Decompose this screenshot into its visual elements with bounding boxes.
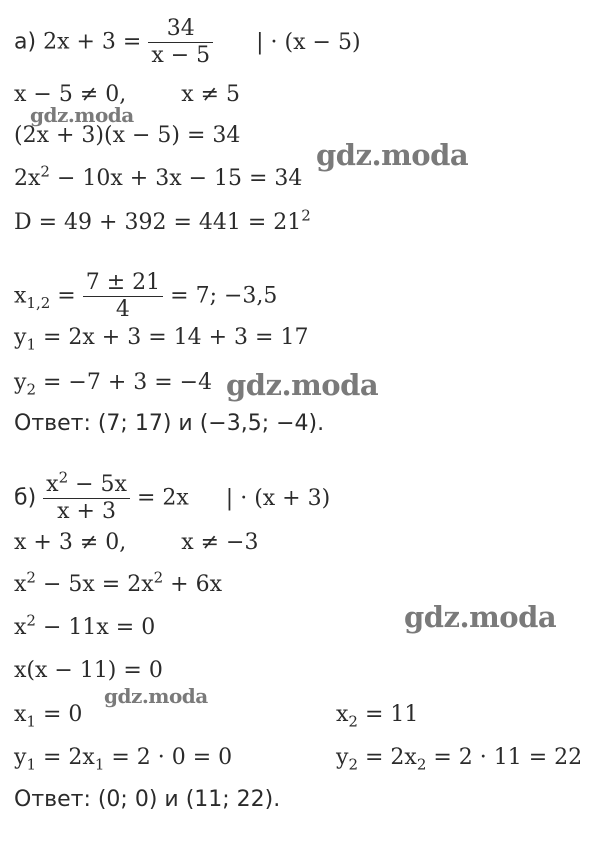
mid: = 2x: [357, 745, 417, 770]
exp: 2: [58, 468, 69, 487]
eq-b-right: = 2x: [136, 485, 189, 511]
line-a-4-part: 2x: [14, 166, 41, 191]
cond-b-line: [14, 530, 259, 556]
line-a-7-rest: = 2x + 3 = 14 + 3 = 17: [35, 325, 309, 350]
eq-sign: =: [50, 283, 76, 309]
root-x2: [336, 702, 419, 731]
var: x: [14, 615, 27, 640]
eq-b-fraction: [43, 468, 130, 525]
cond-a-2: x ≠ 5: [181, 82, 241, 107]
value-y2: [336, 745, 583, 774]
roots-values: = 7; −3,5: [170, 283, 278, 309]
answer-a: Ответ: (7; 17) и (−3,5; −4).: [14, 411, 325, 436]
label-b: б): [14, 485, 37, 511]
mid: − 5x = 2x: [35, 572, 154, 597]
line-a-4-rest: − 10x + 3x − 15 = 34: [49, 166, 303, 191]
mid: = 2x: [35, 745, 95, 770]
rest: + 6x: [163, 572, 222, 597]
eq-a-numerator: 34: [166, 16, 195, 41]
cond-b-2: x ≠ −3: [181, 530, 259, 555]
sub: 1: [26, 712, 36, 731]
watermark: gdz.moda: [404, 600, 557, 634]
rest: = 2 · 11 = 22: [426, 745, 583, 770]
var: x: [46, 472, 59, 497]
line-b-4: [14, 611, 156, 641]
watermark: gdz.moda: [316, 138, 469, 172]
sub: 2: [348, 712, 358, 731]
eq-b-numerator: [43, 468, 130, 498]
var: y: [14, 370, 27, 395]
sub: 1: [26, 335, 36, 354]
watermark: gdz.moda: [226, 368, 379, 402]
var: y: [14, 325, 27, 350]
eq-a-left: 2x + 3 =: [43, 29, 142, 55]
rest: = 11: [357, 702, 419, 727]
eq-a-multiplier: | · (x − 5): [256, 29, 361, 55]
sub: 1: [26, 755, 36, 774]
cond-a: x − 5 ≠ 0,: [14, 82, 127, 107]
eq-a-fraction: [148, 16, 213, 69]
eq-b-denominator: x + 3: [43, 498, 130, 525]
var: x: [14, 572, 27, 597]
line-a-6: [14, 270, 277, 323]
var: y: [14, 745, 27, 770]
watermark: gdz.moda: [104, 684, 208, 708]
line-a-8: [14, 370, 213, 399]
line-b-5: x(x − 11) = 0: [14, 658, 163, 683]
sub: 2: [416, 755, 427, 774]
answer-b: Ответ: (0; 0) и (11; 22).: [14, 787, 281, 812]
exp: 2: [26, 611, 36, 630]
roots-denominator: 4: [83, 296, 163, 323]
rest: = 2 · 0 = 0: [104, 745, 233, 770]
line-a-8-rest: = −7 + 3 = −4: [35, 370, 213, 395]
eq-b-multiplier: | · (x + 3): [225, 485, 331, 511]
var: x: [14, 283, 27, 309]
var: x: [14, 702, 27, 727]
roots-numerator: 7 ± 21: [85, 270, 161, 295]
exp: 2: [26, 568, 36, 587]
exp: 2: [153, 568, 164, 587]
numerator-rest: − 5x: [68, 472, 127, 497]
var: y: [336, 745, 349, 770]
line-a-5-part: D = 49 + 392 = 441 = 21: [14, 210, 302, 235]
var: x: [336, 702, 349, 727]
label-a: а): [14, 29, 37, 55]
line-a-3: (2x + 3)(x − 5) = 34: [14, 123, 241, 148]
value-y1: [14, 745, 233, 774]
line-a-4: [14, 162, 303, 192]
eq-a-denominator: x − 5: [148, 42, 213, 69]
line-b-3: [14, 568, 222, 598]
roots-fraction: [83, 270, 163, 323]
root-x1: [14, 702, 83, 731]
eq-a-line: [14, 16, 361, 69]
sub: 1: [94, 755, 105, 774]
line-a-5: [14, 206, 311, 236]
exp: 2: [301, 206, 311, 225]
exp: 2: [40, 162, 50, 181]
eq-b-line: [14, 468, 331, 525]
cond-b: x + 3 ≠ 0,: [14, 530, 127, 555]
rest: − 11x = 0: [35, 615, 156, 640]
watermark: gdz.moda: [30, 103, 134, 127]
sub: 1,2: [26, 293, 51, 312]
line-a-7: [14, 325, 309, 354]
rest: = 0: [35, 702, 83, 727]
sub: 2: [348, 755, 358, 774]
sub: 2: [26, 380, 36, 399]
